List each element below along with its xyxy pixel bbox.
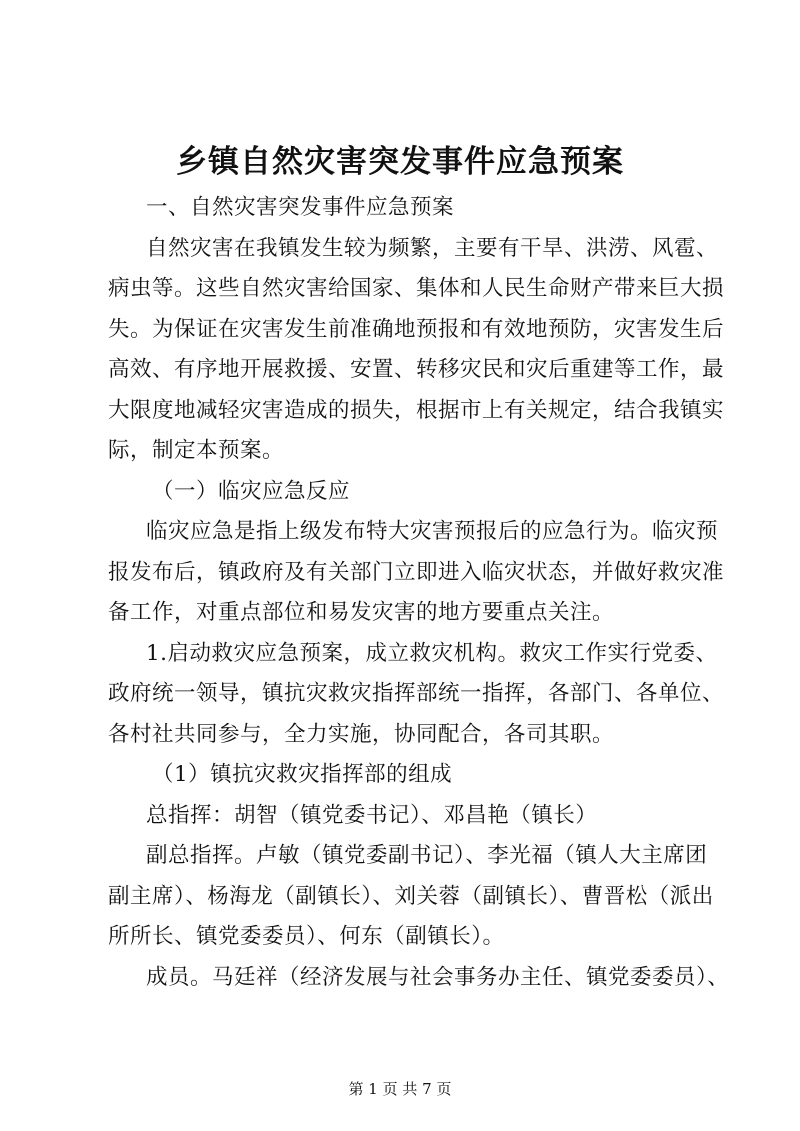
subsection-heading: （一）临灾应急反应	[152, 478, 351, 504]
paragraph-line: 际，制定本预案。	[108, 438, 285, 463]
paragraph-line: 政府统一领导，镇抗灾救灾指挥部统一指挥，各部门、各单位、	[108, 681, 725, 706]
paragraph-line: 病虫等。这些自然灾害给国家、集体和人民生命财产带来巨大损	[108, 276, 725, 301]
paragraph-line: 副总指挥。卢敏（镇党委副书记）、李光福（镇人大主席团	[146, 843, 708, 868]
paragraph-line: 总指挥：胡智（镇党委书记）、邓昌艳（镇长）	[146, 802, 598, 828]
paragraph-line: 1.启动救灾应急预案，成立救灾机构。救灾工作实行党委、	[146, 640, 718, 666]
paragraph-line: 所所长、镇党委委员）、何东（副镇长）。	[108, 924, 505, 949]
section-heading: 一、自然灾害突发事件应急预案	[146, 195, 455, 220]
paragraph-line: 副主席）、杨海龙（副镇长）、刘关蓉（副镇长）、曹晋松（派出	[108, 883, 714, 909]
paragraph-line: 高效、有序地开展救援、安置、转移灾民和灾后重建等工作，最	[108, 357, 725, 382]
paragraph-line: 自然灾害在我镇发生较为频繁，主要有干旱、洪涝、风雹、	[146, 235, 719, 261]
paragraph-line: 成员。马廷祥（经济发展与社会事务办主任、镇党委委员）、	[146, 964, 730, 990]
document-body	[108, 188, 730, 998]
paragraph-line: 报发布后，镇政府及有关部门立即进入临灾状态，并做好救灾准	[108, 559, 725, 585]
paragraph-line: 备工作，对重点部位和易发灾害的地方要重点关注。	[108, 600, 615, 625]
paragraph-line: 各村社共同参与，全力实施，协同配合，各司其职。	[108, 721, 615, 747]
paragraph-line: 大限度地减轻灾害造成的损失，根据市上有关规定，结合我镇实	[108, 397, 725, 423]
subsection-heading: （1）镇抗灾救灾指挥部的组成	[152, 762, 453, 787]
page-footer: 第 1 页 共 7 页	[348, 1080, 452, 1098]
paragraph-line: 临灾应急是指上级发布特大灾害预报后的应急行为。临灾预	[146, 519, 719, 544]
paragraph-line: 失。为保证在灾害发生前准确地预报和有效地预防，灾害发生后	[108, 316, 725, 342]
document-title: 乡镇自然灾害突发事件应急预案	[176, 144, 624, 180]
